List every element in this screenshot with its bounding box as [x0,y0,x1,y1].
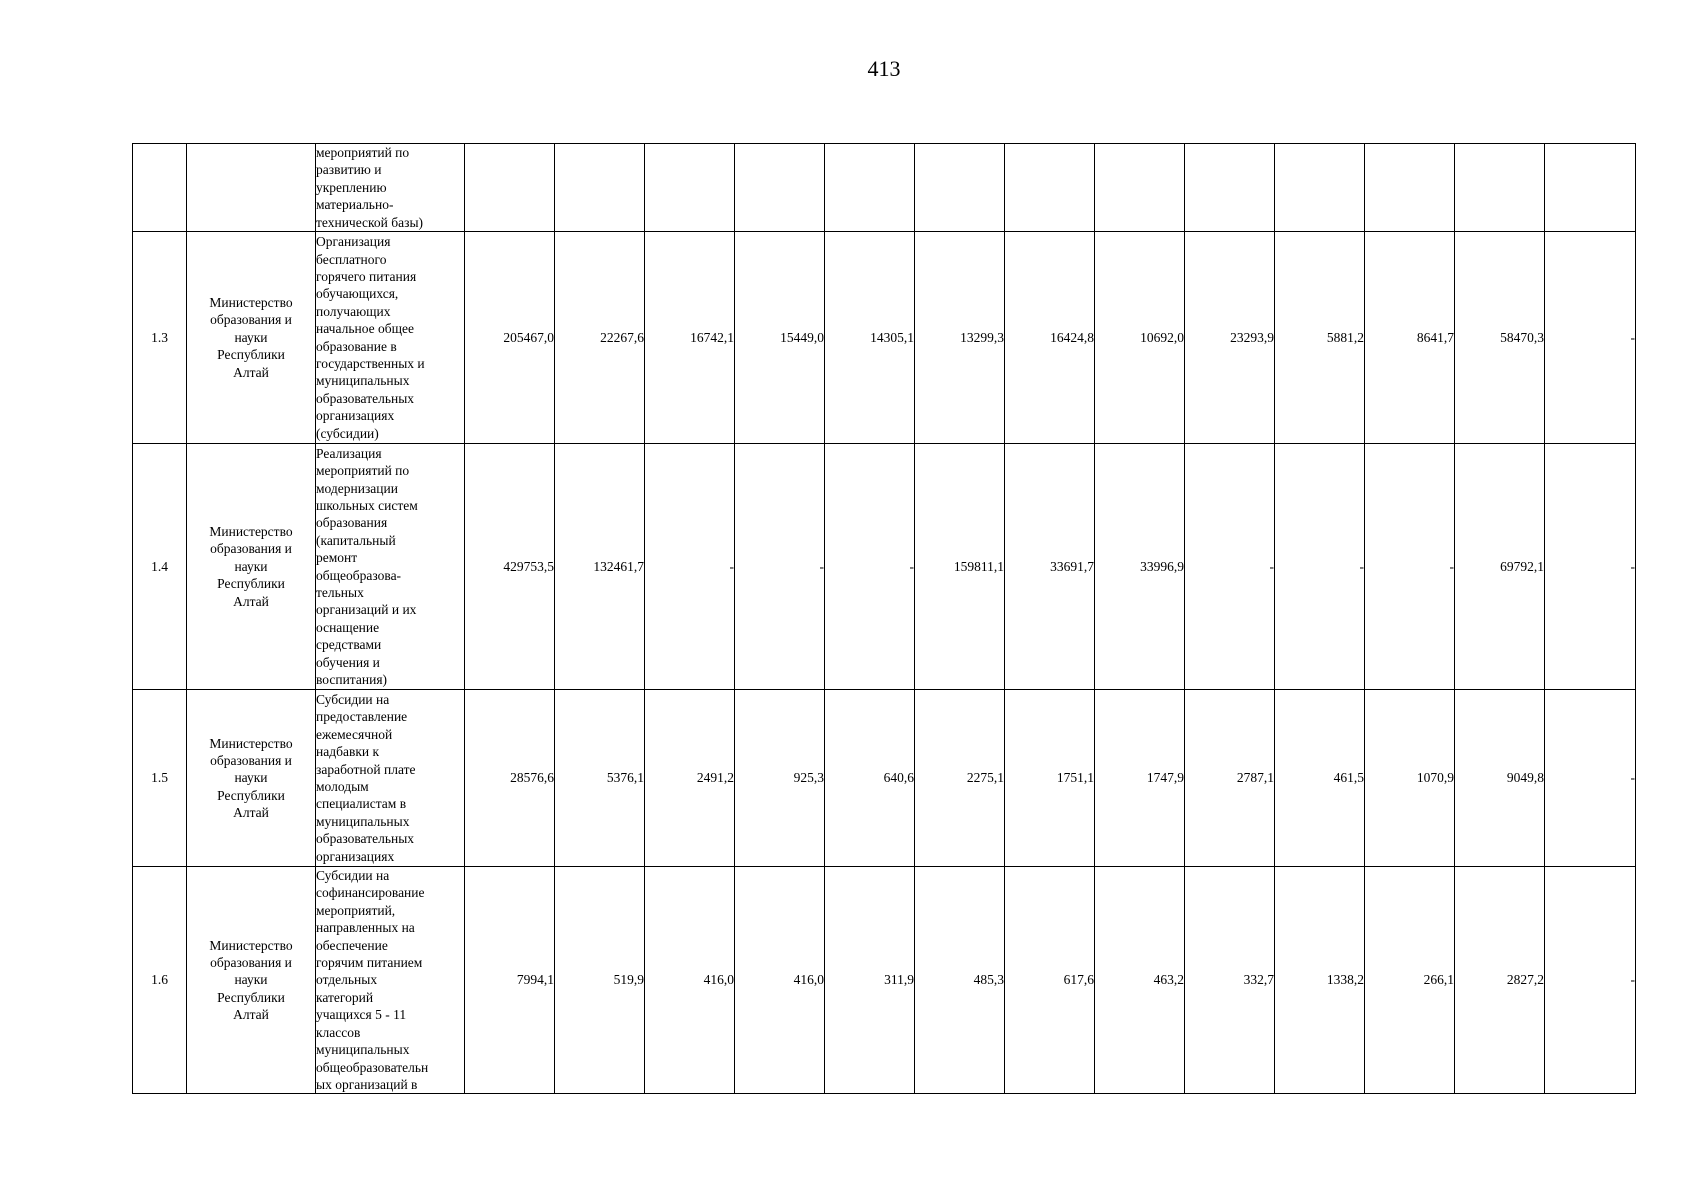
value-cell: 1070,9 [1365,690,1455,867]
description-line: развитию и [316,162,382,178]
value-cell [915,144,1005,232]
value-cell: - [1275,444,1365,690]
description-cell [316,444,465,690]
description-line: софинансирование [316,885,425,901]
value-cell [465,144,555,232]
value-cell: 617,6 [1005,867,1095,1094]
value-cell: 16742,1 [645,232,735,444]
description-line: мероприятий по [316,145,410,160]
executor-line: Республики [217,347,285,363]
value-cell: 1338,2 [1275,867,1365,1094]
table-row [133,232,1636,444]
executor-line: Республики [217,989,285,1005]
executor-line: образования и [210,955,292,971]
value-cell: - [1545,690,1636,867]
executor-line: науки [234,770,268,786]
value-cell: 13299,3 [915,232,1005,444]
description-line: организаций и их [316,602,417,618]
description-line: учащихся 5 - 11 [316,1007,407,1023]
table-row [133,690,1636,867]
description-cell [316,690,465,867]
value-cell: 58470,3 [1455,232,1545,444]
description-line: средствами [316,637,382,653]
value-cell [1365,144,1455,232]
description-line: классов [316,1024,361,1040]
description-line: отдельных [316,972,378,988]
description-line: обучающихся, [316,286,399,302]
executor-cell [187,232,316,444]
value-cell: - [735,444,825,690]
description-line: организациях [316,408,395,424]
table-row [133,144,1636,232]
executor-line: Министерство [209,524,293,540]
value-cell: 416,0 [645,867,735,1094]
value-cell: 461,5 [1275,690,1365,867]
value-cell: 22267,6 [555,232,645,444]
value-cell: 519,9 [555,867,645,1094]
executor-cell [187,867,316,1094]
executor-line: Министерство [209,735,293,751]
value-cell: 332,7 [1185,867,1275,1094]
value-cell: 925,3 [735,690,825,867]
table-row [133,444,1636,690]
executor-line: Республики [217,787,285,803]
value-cell: 1751,1 [1005,690,1095,867]
description-line: оснащение [316,619,380,635]
value-cell: 10692,0 [1095,232,1185,444]
value-cell [825,144,915,232]
description-line: образовательных [316,390,415,406]
description-line: общеобразовательн [316,1059,429,1075]
executor-line: Алтай [233,364,269,380]
description-line: Организация [316,234,391,250]
value-cell: - [1545,232,1636,444]
value-cell: 1747,9 [1095,690,1185,867]
description-line: мероприятий, [316,902,396,918]
value-cell: - [825,444,915,690]
value-cell [1005,144,1095,232]
value-cell: 429753,5 [465,444,555,690]
value-cell: - [645,444,735,690]
executor-cell [187,690,316,867]
value-cell: - [1185,444,1275,690]
row-index: 1.3 [133,232,187,444]
description-line: ремонт [316,550,358,566]
value-cell [1455,144,1545,232]
description-line: предоставление [316,709,408,725]
value-cell [735,144,825,232]
value-cell: 8641,7 [1365,232,1455,444]
page-number: 413 [867,56,901,81]
description-line: технической базы) [316,214,424,230]
value-cell: - [1545,444,1636,690]
description-line: государственных и [316,355,425,371]
value-cell: 311,9 [825,867,915,1094]
value-cell: 416,0 [735,867,825,1094]
description-line: муниципальных [316,1042,410,1058]
description-line: муниципальных [316,373,410,389]
description-line: специалистам в [316,796,407,812]
table-body [133,144,1636,1094]
value-cell: 2787,1 [1185,690,1275,867]
value-cell: 9049,8 [1455,690,1545,867]
description-cell [316,144,465,232]
executor-line: Министерство [209,295,293,311]
value-cell: 159811,1 [915,444,1005,690]
value-cell [1185,144,1275,232]
executor-line: науки [234,329,268,345]
value-cell: 2827,2 [1455,867,1545,1094]
value-cell: 463,2 [1095,867,1185,1094]
value-cell: 5881,2 [1275,232,1365,444]
executor-line: Республики [217,576,285,592]
description-cell [316,232,465,444]
value-cell: 205467,0 [465,232,555,444]
executor-line: образования и [210,541,292,557]
description-line: обеспечение [316,937,388,953]
value-cell [1545,144,1636,232]
executor-line: образования и [210,752,292,768]
description-line: (субсидии) [316,425,379,441]
executor-cell [187,144,316,232]
description-line: муниципальных [316,813,410,829]
description-line: направленных на [316,920,415,936]
executor-line: образования и [210,312,292,328]
row-index [133,144,187,232]
description-line: общеобразова- [316,567,402,583]
value-cell: 15449,0 [735,232,825,444]
description-line: молодым [316,779,369,795]
description-line: укреплению [316,179,387,195]
description-cell [316,867,465,1094]
value-cell: 2275,1 [915,690,1005,867]
description-line: категорий [316,989,374,1005]
description-line: заработной плате [316,761,416,777]
value-cell: 7994,1 [465,867,555,1094]
executor-line: науки [234,558,268,574]
description-line: горячим питанием [316,955,423,971]
executor-line: Алтай [233,805,269,821]
description-line: Субсидии на [316,692,390,707]
description-line: Реализация [316,445,382,461]
description-line: Субсидии на [316,868,390,884]
value-cell: 132461,7 [555,444,645,690]
value-cell: 640,6 [825,690,915,867]
description-line: ежемесячной [316,726,393,742]
value-cell: 16424,8 [1005,232,1095,444]
description-line: школьных систем [316,497,418,513]
description-line: организациях [316,848,395,864]
description-line: образовательных [316,831,415,847]
description-line: начальное общее [316,321,414,337]
description-line: материально- [316,197,394,213]
description-line: воспитания) [316,671,388,687]
row-index: 1.4 [133,444,187,690]
value-cell: 485,3 [915,867,1005,1094]
value-cell: 33691,7 [1005,444,1095,690]
value-cell [555,144,645,232]
row-index: 1.5 [133,690,187,867]
description-line: (капитальный [316,532,396,548]
budget-table [132,143,1636,1094]
description-line: модернизации [316,480,398,496]
value-cell: 23293,9 [1185,232,1275,444]
description-line: мероприятий по [316,463,410,479]
description-line: получающих [316,303,391,319]
executor-cell [187,444,316,690]
description-line: горячего питания [316,268,417,284]
description-line: бесплатного [316,251,387,267]
value-cell: - [1545,867,1636,1094]
table-row [133,867,1636,1094]
description-line: тельных [316,584,364,600]
value-cell: 33996,9 [1095,444,1185,690]
description-line: образование в [316,338,397,354]
description-line: надбавки к [316,744,380,760]
value-cell: 5376,1 [555,690,645,867]
description-line: ых организаций в [316,1076,418,1092]
value-cell: 28576,6 [465,690,555,867]
description-line: обучения и [316,654,380,670]
value-cell: 266,1 [1365,867,1455,1094]
value-cell [645,144,735,232]
row-index: 1.6 [133,867,187,1094]
value-cell: - [1365,444,1455,690]
value-cell [1095,144,1185,232]
executor-line: Алтай [233,1007,269,1023]
value-cell: 14305,1 [825,232,915,444]
executor-line: Министерство [209,937,293,953]
description-line: образования [316,515,388,531]
executor-line: науки [234,972,268,988]
value-cell: 2491,2 [645,690,735,867]
value-cell: 69792,1 [1455,444,1545,690]
value-cell [1275,144,1365,232]
executor-line: Алтай [233,593,269,609]
